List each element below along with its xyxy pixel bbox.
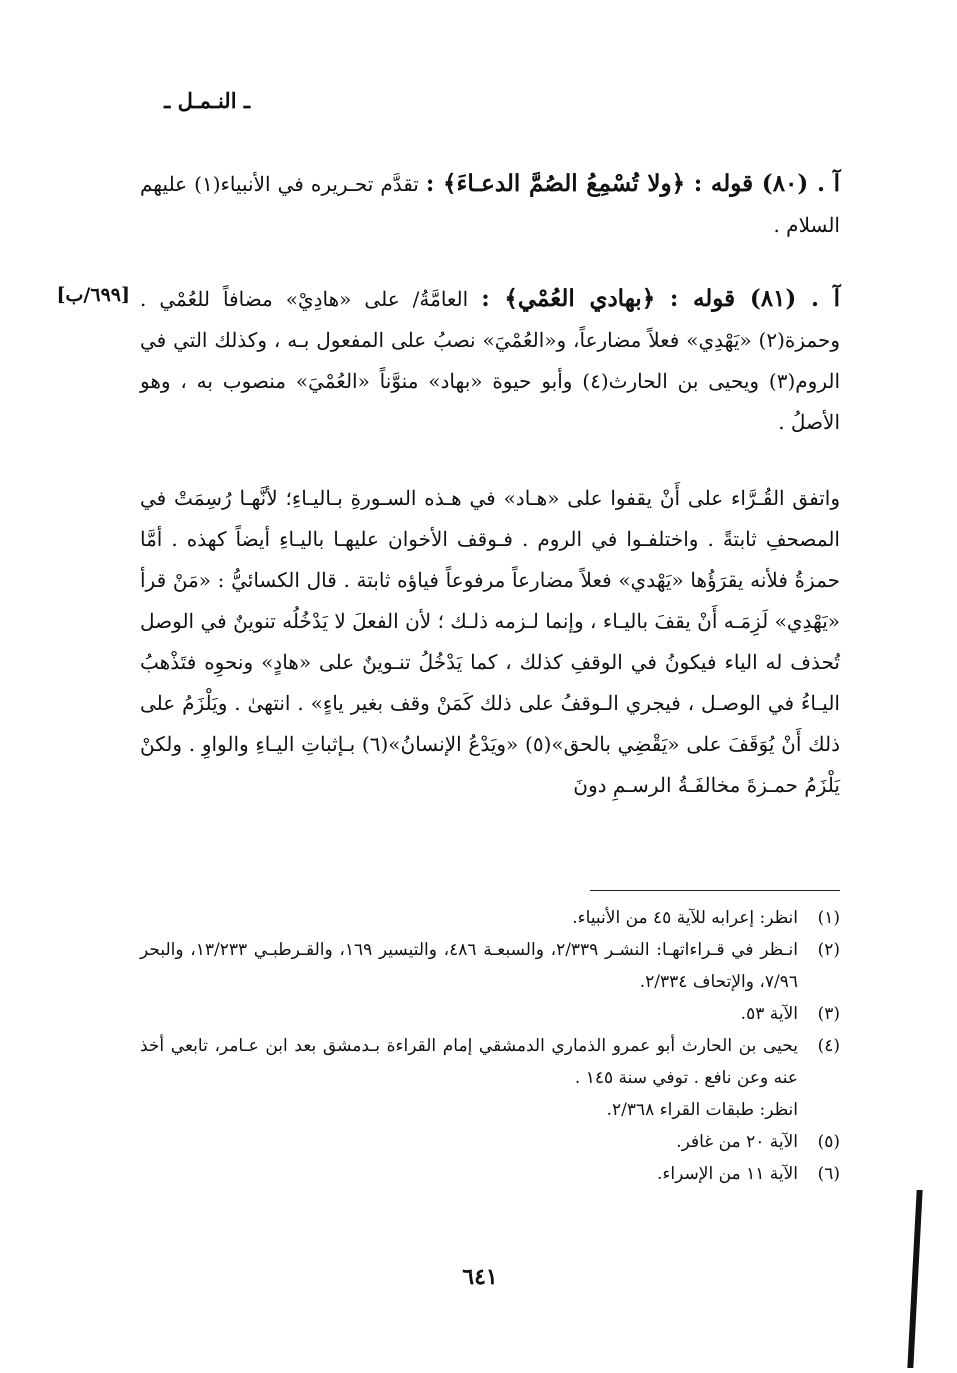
footnote-text: يحيى بن الحارث أبو عمرو الذماري الدمشقي إمام القراءة بـدمشق بعد ابن عـامر، تابعي أخذ عنه وعن نافع . توفي سنة ١٤٥ . (140, 1036, 798, 1088)
footnote-divider (590, 890, 840, 891)
footnote-number: (٣) (817, 1004, 840, 1024)
footnote-text: انظر: إعرابه للآية ٤٥ من الأنبياء. (572, 908, 798, 928)
footnote-number: (١) (817, 908, 840, 928)
footnotes (140, 902, 840, 1190)
running-header: ـ النـمـل ـ (164, 88, 250, 113)
footnote-text: انـظر في قـراءاتهـا: النشـر ٢/٣٣٩، والسبعـة ٤٨٦، والتيسير ١٦٩، والقـرطبـي ١٣/٢٣٣، والبحر ٧/٩٦، والإتحاف ٢/٣٣٤. (140, 940, 798, 992)
footnote-item (140, 1030, 840, 1126)
paragraph-verse-81 (140, 278, 840, 443)
manuscript-folio-ref: [٦٩٩/ب] (56, 284, 130, 306)
page-number: ٦٤١ (462, 1264, 498, 1290)
paragraph-verse-80 (140, 163, 840, 246)
paragraph-text: واتفق القُـرَّاء على أَنْ يقفوا على «هـاد» في هـذه السـورةِ بـاليـاءِ؛ لأنَّهـا رُسِمَتْ في المصحفِ ثابتةً . واختلفـوا في الروم . فـوقف الأخوان عليهـا باليـاءِ أيضاً كهذه . أمَّا حمزةُ فلأنه يقرَؤُها «يَهْدي» فعلاً مضارعاً مرفوعاً فياؤه ثابتة . قال الكسائيُّ : «مَنْ قرأ «يَهْدِي» لَزِمَـه أَنْ يقفَ باليـاء ، وإنما لـزمه ذلـك ؛ لأن الفعلَ لا يَدْخُلُه تنوينٌ في الوصل تُحذف له الياء فيكونُ في الوقفِ كذلك ، كما يَدْخُلُ تنـوينٌ على «هادٍ» ونحوِه فتَذْهبُ اليـاءُ في الوصـل ، فيجري الـوقفُ على ذلك كَمَنْ وقف بغير ياءٍ» . انتهىٰ . ويَلْزَمُ على ذلك أَنْ يُوَقَفَ على «يَقْضِي بالحق»(٥) «ويَدْعُ الإنسانُ»(٦) بـإثباتِ اليـاءِ والواوِ . ولكنْ يَلْزَمُ حمـزةَ مخالفَـةُ الرسـمِ دونَ (140, 486, 840, 797)
footnote-text: الآية ٢٠ من غافر. (676, 1132, 798, 1152)
footnote-item (140, 1158, 840, 1190)
footnote-number: (٤) (817, 1036, 840, 1056)
footnote-item (140, 902, 840, 934)
paragraph-readers-agreement (140, 478, 840, 806)
footnote-text: الآية ٥٣. (740, 1004, 798, 1024)
verse-lead: آ . (٨١) قوله : ﴿بهادي العُمْي﴾ : (481, 285, 840, 312)
footnote-item (140, 998, 840, 1030)
footnote-item (140, 1126, 840, 1158)
paragraph-text: العامَّةُ/ على «هادِيْ» مضافاً للعُمْي . وحمزة(٢) «يَهْدِي» فعلاً مضارعاً، و«العُمْيَ» نصبُ على المفعول بـه ، وكذلك التي في الروم(٣) ويحيى بن الحارث(٤) وأبو حيوة «بهاد» منوَّناً «العُمْيَ» منصوب به ، وهو الأصلُ . (140, 287, 840, 434)
footnote-number: (٢) (817, 940, 840, 960)
footnote-subtext: انظر: طبقات القراء ٢/٣٦٨. (606, 1100, 798, 1120)
footnote-number: (٦) (817, 1164, 840, 1184)
footnote-item (140, 934, 840, 998)
verse-lead: آ . (٨٠) قوله : ﴿ولا تُسْمِعُ الصُمَّ الدعـاءَ﴾ : (425, 170, 841, 197)
footnote-text-block (140, 1030, 798, 1126)
scan-edge-shadow (907, 1190, 922, 1368)
paragraph-text: تقدَّم تحـريره في الأنبياء(١) عليهم السلام . (140, 172, 840, 237)
footnote-number: (٥) (817, 1132, 840, 1152)
footnote-text: الآية ١١ من الإسراء. (657, 1164, 798, 1184)
